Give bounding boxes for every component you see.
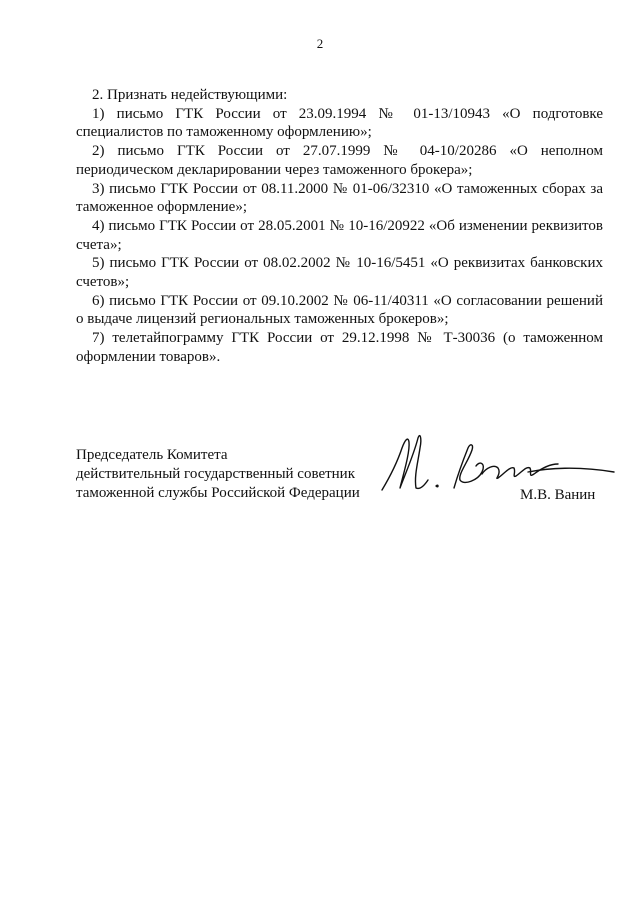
- document-body: [76, 86, 603, 367]
- signatory-title-line: таможенной службы Российской Федерации: [76, 485, 360, 501]
- list-item: 1) письмо ГТК России от 23.09.1994 № 01-13/10943 «О подготовке специалистов по таможенному оформлению»;: [76, 105, 603, 141]
- signatory-title-line: действительный государственный советник: [76, 466, 356, 482]
- page-number: 2: [316, 36, 324, 51]
- signatory-title: [76, 446, 360, 503]
- signatory-name: М.В. Ванин: [520, 487, 596, 503]
- list-item: 3) письмо ГТК России от 08.11.2000 № 01-06/32310 «О таможенных сборах за таможенное оформление»;: [76, 180, 603, 216]
- list-item: 5) письмо ГТК России от 08.02.2002 № 10-16/5451 «О реквизитах банковских счетов»;: [76, 255, 603, 291]
- list-item: 7) телетайпограмму ГТК России от 29.12.1998 № Т-30036 (о таможенном оформлении товаров».: [76, 330, 603, 365]
- list-item: 2) письмо ГТК России от 27.07.1999 № 04-10/20286 «О неполном периодическом декларировании через таможенного брокера»;: [76, 143, 603, 178]
- list-item: 6) письмо ГТК России от 09.10.2002 № 06-11/40311 «О согласовании решений о выдаче лицензий региональных таможенных брокеров»;: [76, 292, 603, 328]
- list-item: 4) письмо ГТК России от 28.05.2001 № 10-16/20922 «Об изменении реквизитов счета»;: [76, 217, 603, 253]
- section-heading: 2. Признать недействующими:: [92, 87, 288, 103]
- signatory-title-line: Председатель Комитета: [76, 447, 228, 463]
